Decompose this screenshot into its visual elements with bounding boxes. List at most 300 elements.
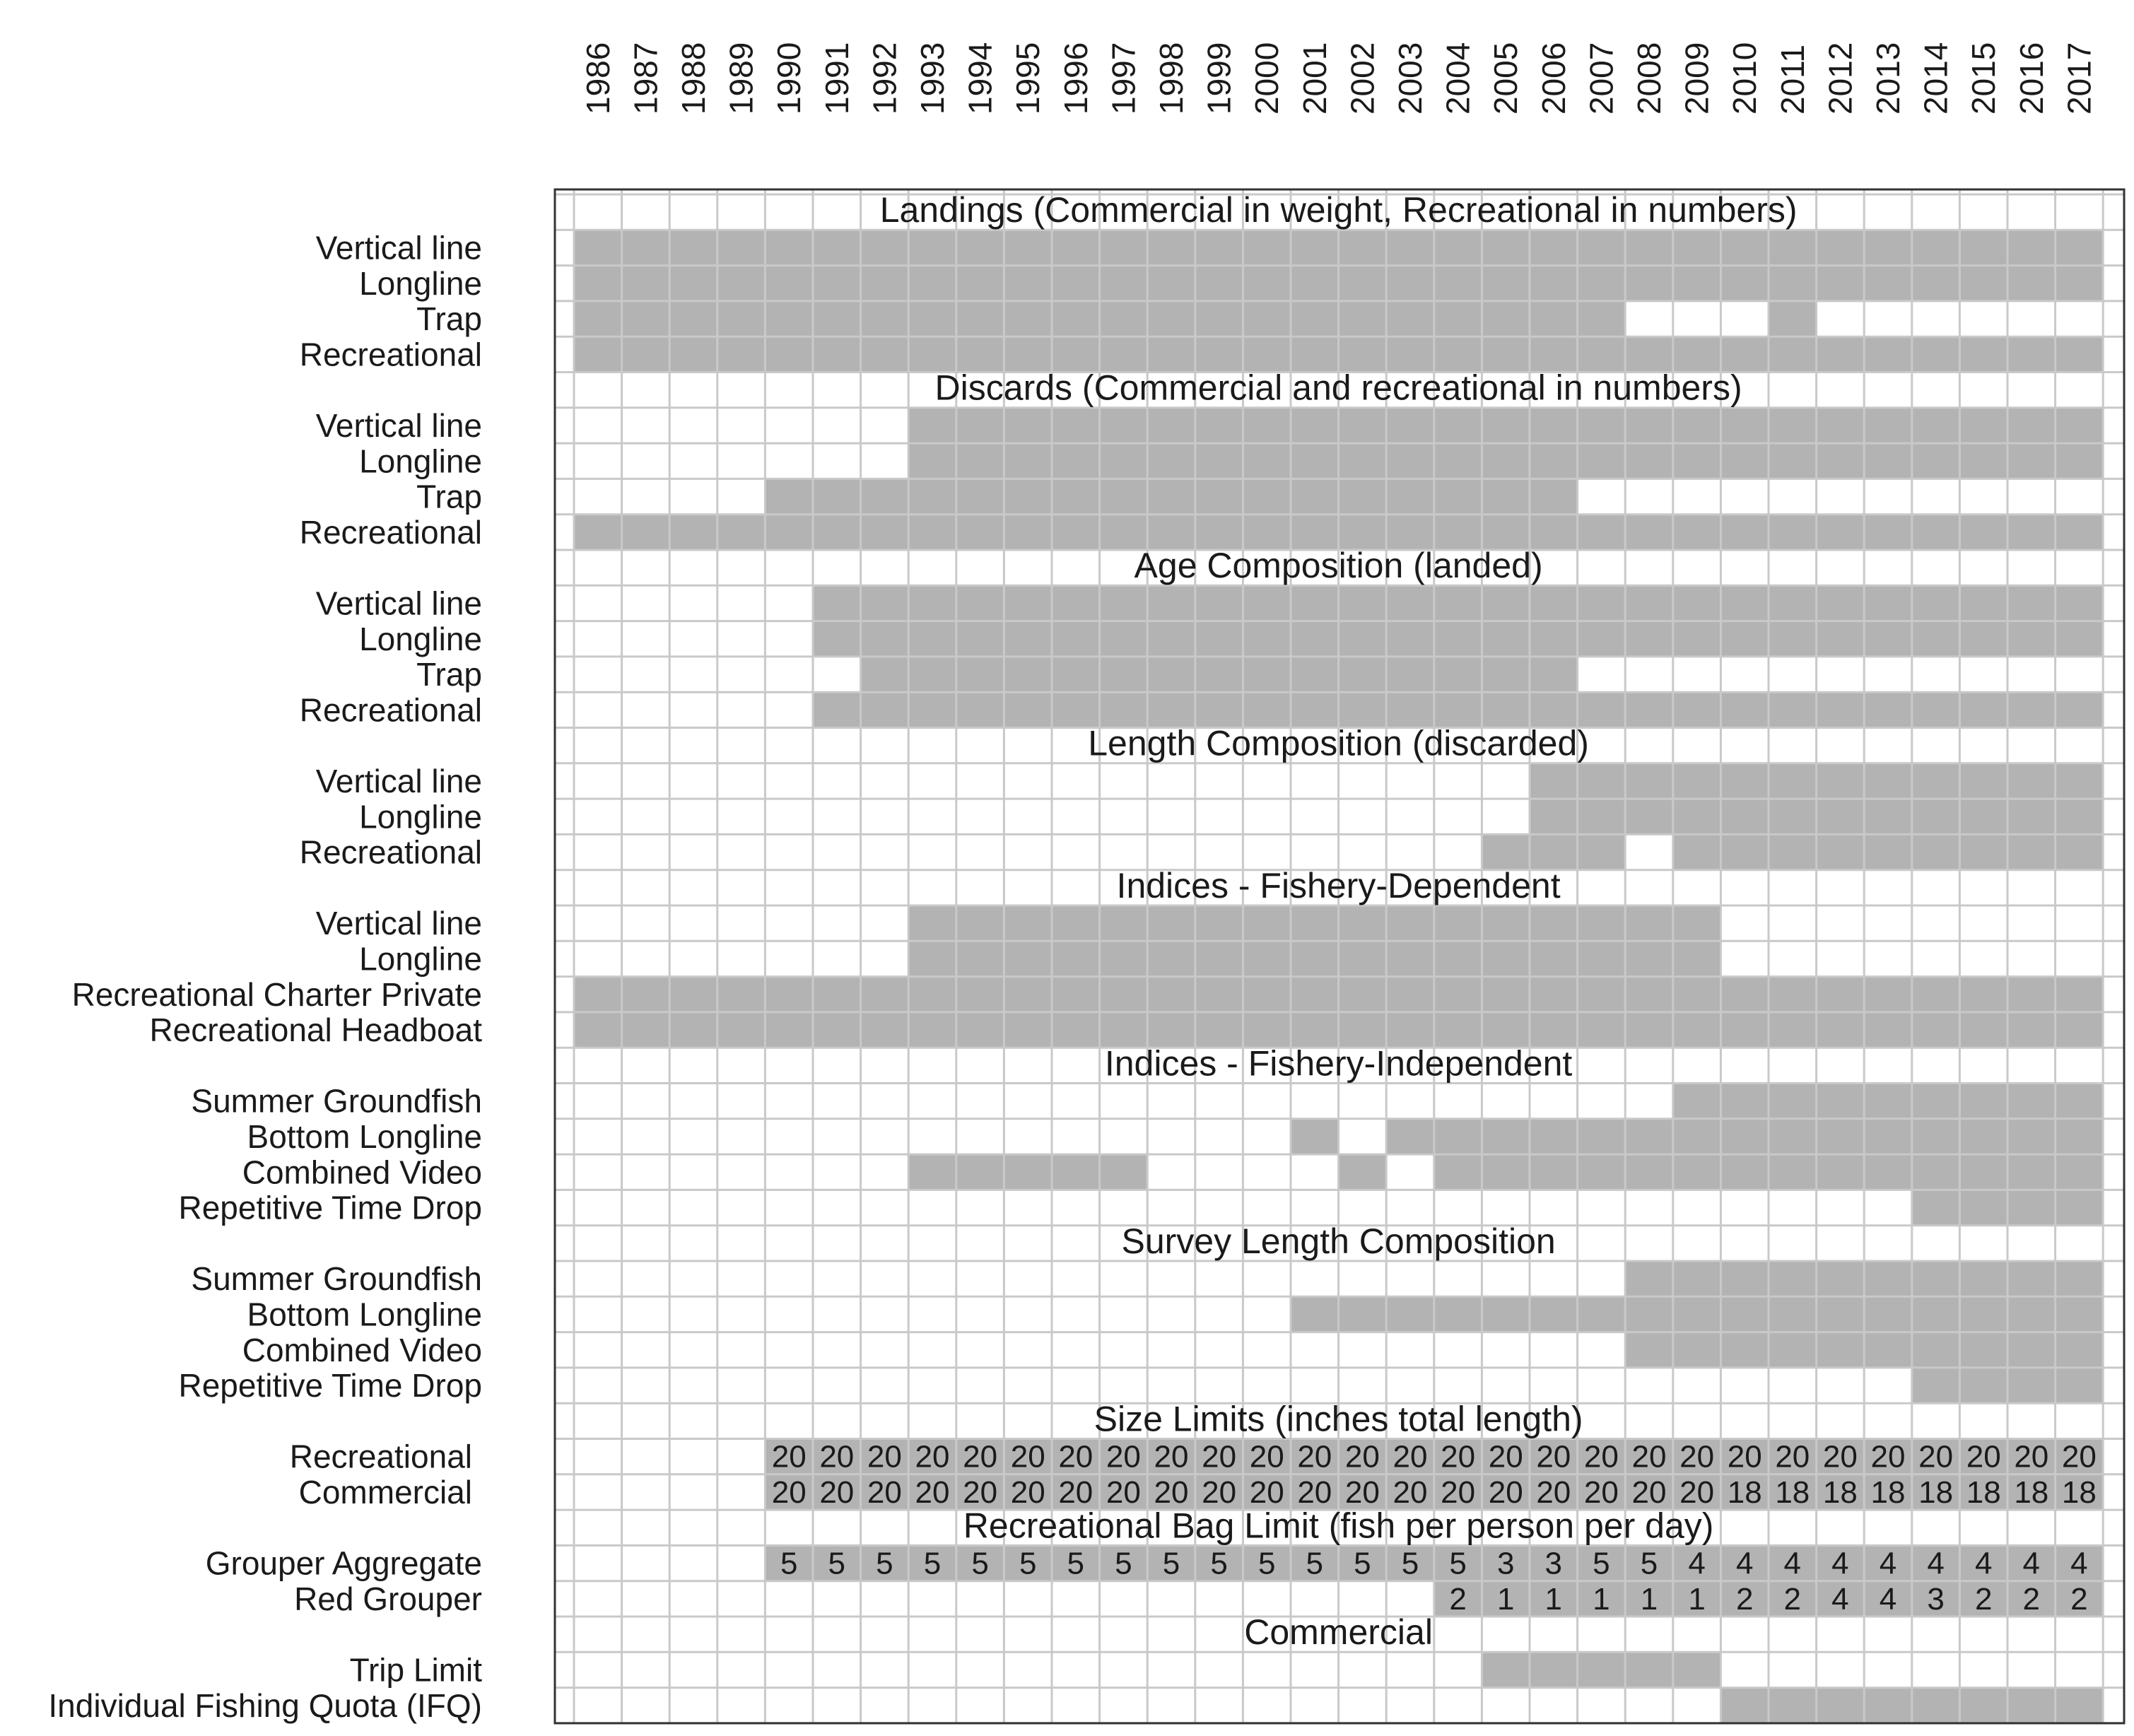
year-label-2002: 2002 xyxy=(1344,42,1381,115)
cell-length-composition-disca-recreational-2012 xyxy=(1817,834,1865,869)
cell-indices-fishery-independ-combined-video-1997 xyxy=(1100,1154,1148,1190)
cell-landings-commercial-in-w-vertical-line-2015 xyxy=(1959,230,2007,265)
cell-indices-fishery-independ-summer-groundfish-2010 xyxy=(1720,1084,1769,1119)
cell-indices-fishery-dependen-recreational-headboat-1990 xyxy=(765,1012,813,1048)
value-recreational-bag-limit-f-red-grouper-2013: 4 xyxy=(1879,1581,1897,1617)
cell-discards-commercial-and--longline-2016 xyxy=(2007,443,2056,479)
cell-landings-commercial-in-w-vertical-line-1998 xyxy=(1147,230,1195,265)
year-label-1993: 1993 xyxy=(914,42,951,115)
value-recreational-bag-limit-f-red-grouper-2006: 1 xyxy=(1544,1581,1563,1617)
cell-landings-commercial-in-w-recreational-2013 xyxy=(1864,336,1912,372)
cell-survey-length-compositio-bottom-longline-2012 xyxy=(1817,1296,1865,1332)
cell-age-composition-landed-recreational-2014 xyxy=(1912,692,1960,727)
cell-landings-commercial-in-w-longline-1997 xyxy=(1100,266,1148,301)
cell-landings-commercial-in-w-recreational-1990 xyxy=(765,336,813,372)
value-size-limits-inches-total-commercial-2011: 18 xyxy=(1775,1474,1810,1510)
value-size-limits-inches-total-commercial-2013: 18 xyxy=(1870,1474,1906,1510)
cell-survey-length-compositio-bottom-longline-2014 xyxy=(1912,1296,1960,1332)
value-recreational-bag-limit-f-grouper-aggregate-2013: 4 xyxy=(1879,1546,1897,1581)
cell-survey-length-compositio-bottom-longline-2003 xyxy=(1386,1296,1434,1332)
cell-discards-commercial-and--trap-1991 xyxy=(813,479,861,514)
cell-indices-fishery-dependen-recreational-charter-private-1990 xyxy=(765,977,813,1012)
value-size-limits-inches-total-commercial-2017: 18 xyxy=(2061,1474,2097,1510)
cell-landings-commercial-in-w-recreational-2012 xyxy=(1817,336,1865,372)
cell-indices-fishery-dependen-vertical-line-2007 xyxy=(1578,905,1626,941)
cell-age-composition-landed-trap-1997 xyxy=(1100,657,1148,692)
cell-indices-fishery-dependen-recreational-headboat-2001 xyxy=(1291,1012,1339,1048)
cell-age-composition-landed-vertical-line-2000 xyxy=(1243,585,1291,621)
row-label-age-composition-landed-trap: Trap xyxy=(416,656,482,693)
cell-landings-commercial-in-w-longline-2002 xyxy=(1339,266,1387,301)
row-label-size-limits-inches-total-commercial: Commercial xyxy=(298,1473,472,1511)
cell-length-composition-disca-recreational-2017 xyxy=(2056,834,2104,869)
value-size-limits-inches-total-commercial-2006: 20 xyxy=(1536,1474,1571,1510)
cell-survey-length-compositio-combined-video-2013 xyxy=(1864,1332,1912,1368)
cell-indices-fishery-dependen-recreational-charter-private-2005 xyxy=(1482,977,1530,1012)
cell-landings-commercial-in-w-recreational-1991 xyxy=(813,336,861,372)
value-recreational-bag-limit-f-grouper-aggregate-2008: 5 xyxy=(1640,1546,1658,1581)
cell-indices-fishery-independ-combined-video-1993 xyxy=(908,1154,956,1190)
cell-age-composition-landed-trap-2000 xyxy=(1243,657,1291,692)
cell-indices-fishery-dependen-recreational-headboat-1986 xyxy=(574,1012,622,1048)
cell-discards-commercial-and--recreational-1986 xyxy=(574,515,622,550)
cell-discards-commercial-and--longline-2011 xyxy=(1769,443,1817,479)
cell-survey-length-compositio-repetitive-time-drop-2015 xyxy=(1959,1368,2007,1403)
cell-indices-fishery-dependen-recreational-charter-private-1993 xyxy=(908,977,956,1012)
cell-discards-commercial-and--trap-2005 xyxy=(1482,479,1530,514)
cell-discards-commercial-and--trap-2002 xyxy=(1339,479,1387,514)
cell-discards-commercial-and--longline-2006 xyxy=(1530,443,1578,479)
cell-discards-commercial-and--vertical-line-1998 xyxy=(1147,408,1195,443)
cell-landings-commercial-in-w-longline-1998 xyxy=(1147,266,1195,301)
cell-age-composition-landed-trap-2004 xyxy=(1434,657,1482,692)
cell-discards-commercial-and--longline-2013 xyxy=(1864,443,1912,479)
cell-age-composition-landed-vertical-line-2011 xyxy=(1769,585,1817,621)
section-title-age-composition-landed: Age Composition (landed) xyxy=(1134,546,1543,586)
cell-landings-commercial-in-w-vertical-line-1990 xyxy=(765,230,813,265)
section-title-survey-length-composition: Survey Length Composition xyxy=(1121,1221,1556,1261)
cell-age-composition-landed-trap-1993 xyxy=(908,657,956,692)
value-size-limits-inches-total-recreational-1997: 20 xyxy=(1106,1439,1141,1474)
cell-indices-fishery-independ-repetitive-time-drop-2015 xyxy=(1959,1190,2007,1225)
cell-age-composition-landed-recreational-2011 xyxy=(1769,692,1817,727)
cell-discards-commercial-and--vertical-line-2007 xyxy=(1578,408,1626,443)
cell-discards-commercial-and--recreational-2001 xyxy=(1291,515,1339,550)
cell-indices-fishery-dependen-longline-2005 xyxy=(1482,941,1530,976)
cell-indices-fishery-independ-bottom-longline-2001 xyxy=(1291,1119,1339,1154)
value-size-limits-inches-total-recreational-2007: 20 xyxy=(1583,1439,1619,1474)
cell-indices-fishery-dependen-longline-1998 xyxy=(1147,941,1195,976)
cell-indices-fishery-dependen-recreational-charter-private-2008 xyxy=(1625,977,1673,1012)
cell-discards-commercial-and--recreational-2003 xyxy=(1386,515,1434,550)
cell-survey-length-compositio-bottom-longline-2017 xyxy=(2056,1296,2104,1332)
cell-landings-commercial-in-w-vertical-line-1992 xyxy=(861,230,909,265)
value-size-limits-inches-total-recreational-1992: 20 xyxy=(867,1439,902,1474)
cell-indices-fishery-independ-combined-video-2009 xyxy=(1673,1154,1721,1190)
cell-landings-commercial-in-w-trap-1990 xyxy=(765,301,813,336)
cell-survey-length-compositio-bottom-longline-2001 xyxy=(1291,1296,1339,1332)
cell-indices-fishery-independ-bottom-longline-2013 xyxy=(1864,1119,1912,1154)
row-label-discards-commercial-and--longline: Longline xyxy=(359,442,482,480)
cell-landings-commercial-in-w-vertical-line-1991 xyxy=(813,230,861,265)
cell-landings-commercial-in-w-longline-1987 xyxy=(622,266,670,301)
cell-age-composition-landed-vertical-line-1994 xyxy=(956,585,1004,621)
cell-survey-length-compositio-summer-groundfish-2009 xyxy=(1673,1261,1721,1296)
cell-age-composition-landed-recreational-2010 xyxy=(1720,692,1769,727)
year-label-1988: 1988 xyxy=(675,42,712,115)
cell-discards-commercial-and--recreational-1991 xyxy=(813,515,861,550)
cell-landings-commercial-in-w-recreational-1998 xyxy=(1147,336,1195,372)
cell-age-composition-landed-longline-2016 xyxy=(2007,621,2056,657)
value-size-limits-inches-total-recreational-1995: 20 xyxy=(1010,1439,1045,1474)
year-label-1987: 1987 xyxy=(627,42,664,115)
year-label-2009: 2009 xyxy=(1678,42,1716,115)
cell-landings-commercial-in-w-recreational-2008 xyxy=(1625,336,1673,372)
cell-age-composition-landed-vertical-line-2009 xyxy=(1673,585,1721,621)
cell-landings-commercial-in-w-trap-1995 xyxy=(1004,301,1052,336)
cell-landings-commercial-in-w-longline-2017 xyxy=(2056,266,2104,301)
cell-discards-commercial-and--longline-2012 xyxy=(1817,443,1865,479)
cell-indices-fishery-dependen-recreational-headboat-1992 xyxy=(861,1012,909,1048)
cell-discards-commercial-and--longline-2017 xyxy=(2056,443,2104,479)
year-label-2011: 2011 xyxy=(1774,45,1811,115)
cell-commercial-trip-limit-2008 xyxy=(1625,1652,1673,1687)
value-recreational-bag-limit-f-grouper-aggregate-2006: 3 xyxy=(1544,1546,1563,1581)
cell-discards-commercial-and--longline-2001 xyxy=(1291,443,1339,479)
cell-landings-commercial-in-w-longline-2010 xyxy=(1720,266,1769,301)
cell-indices-fishery-dependen-recreational-headboat-2017 xyxy=(2056,1012,2104,1048)
cell-age-composition-landed-longline-1994 xyxy=(956,621,1004,657)
year-label-2004: 2004 xyxy=(1439,42,1477,115)
cell-age-composition-landed-longline-2007 xyxy=(1578,621,1626,657)
cell-discards-commercial-and--recreational-2017 xyxy=(2056,515,2104,550)
row-label-indices-fishery-dependen-recreational-charter-private: Recreational Charter Private xyxy=(71,975,482,1013)
value-size-limits-inches-total-commercial-2016: 18 xyxy=(2014,1474,2049,1510)
value-size-limits-inches-total-commercial-1992: 20 xyxy=(867,1474,902,1510)
cell-discards-commercial-and--trap-1995 xyxy=(1004,479,1052,514)
cell-discards-commercial-and--vertical-line-2015 xyxy=(1959,408,2007,443)
value-size-limits-inches-total-recreational-2006: 20 xyxy=(1536,1439,1571,1474)
cell-age-composition-landed-vertical-line-2007 xyxy=(1578,585,1626,621)
value-recreational-bag-limit-f-grouper-aggregate-2015: 4 xyxy=(1974,1546,1993,1581)
cell-indices-fishery-dependen-recreational-headboat-2007 xyxy=(1578,1012,1626,1048)
cell-landings-commercial-in-w-vertical-line-1996 xyxy=(1052,230,1100,265)
cell-age-composition-landed-recreational-2015 xyxy=(1959,692,2007,727)
cell-landings-commercial-in-w-longline-2014 xyxy=(1912,266,1960,301)
cell-indices-fishery-independ-summer-groundfish-2012 xyxy=(1817,1084,1865,1119)
cell-landings-commercial-in-w-recreational-2002 xyxy=(1339,336,1387,372)
cell-age-composition-landed-longline-2003 xyxy=(1386,621,1434,657)
cell-age-composition-landed-recreational-2016 xyxy=(2007,692,2056,727)
cell-age-composition-landed-vertical-line-2012 xyxy=(1817,585,1865,621)
row-label-landings-commercial-in-w-longline: Longline xyxy=(359,264,482,302)
cell-age-composition-landed-longline-2009 xyxy=(1673,621,1721,657)
cell-indices-fishery-independ-repetitive-time-drop-2016 xyxy=(2007,1190,2056,1225)
value-size-limits-inches-total-recreational-1999: 20 xyxy=(1202,1439,1237,1474)
cell-survey-length-compositio-combined-video-2016 xyxy=(2007,1332,2056,1368)
section-title-landings-commercial-in-weight-: Landings (Commercial in weight, Recreational in numbers) xyxy=(879,190,1798,230)
cell-indices-fishery-dependen-recreational-headboat-2015 xyxy=(1959,1012,2007,1048)
cell-indices-fishery-independ-combined-video-2012 xyxy=(1817,1154,1865,1190)
cell-commercial-individual-fishing-quota-ifq-2010 xyxy=(1720,1688,1769,1723)
value-size-limits-inches-total-recreational-2015: 20 xyxy=(1966,1439,2001,1474)
value-size-limits-inches-total-recreational-1993: 20 xyxy=(915,1439,950,1474)
cell-indices-fishery-dependen-recreational-headboat-2016 xyxy=(2007,1012,2056,1048)
cell-survey-length-compositio-bottom-longline-2004 xyxy=(1434,1296,1482,1332)
cell-survey-length-compositio-combined-video-2010 xyxy=(1720,1332,1769,1368)
value-size-limits-inches-total-recreational-2017: 20 xyxy=(2061,1439,2097,1474)
cell-landings-commercial-in-w-vertical-line-2006 xyxy=(1530,230,1578,265)
cell-indices-fishery-dependen-recreational-charter-private-2013 xyxy=(1864,977,1912,1012)
cell-length-composition-disca-recreational-2009 xyxy=(1673,834,1721,869)
value-size-limits-inches-total-commercial-2004: 20 xyxy=(1441,1474,1476,1510)
value-recreational-bag-limit-f-red-grouper-2009: 1 xyxy=(1688,1581,1706,1617)
cell-discards-commercial-and--trap-1994 xyxy=(956,479,1004,514)
cell-discards-commercial-and--vertical-line-2006 xyxy=(1530,408,1578,443)
value-size-limits-inches-total-recreational-2013: 20 xyxy=(1870,1439,1906,1474)
cell-indices-fishery-dependen-longline-2003 xyxy=(1386,941,1434,976)
value-size-limits-inches-total-commercial-2001: 20 xyxy=(1297,1474,1332,1510)
cell-discards-commercial-and--longline-2002 xyxy=(1339,443,1387,479)
cell-discards-commercial-and--longline-2005 xyxy=(1482,443,1530,479)
cell-landings-commercial-in-w-longline-1988 xyxy=(669,266,717,301)
cell-age-composition-landed-longline-1998 xyxy=(1147,621,1195,657)
cell-age-composition-landed-vertical-line-1998 xyxy=(1147,585,1195,621)
cell-indices-fishery-dependen-longline-2007 xyxy=(1578,941,1626,976)
cell-length-composition-disca-recreational-2006 xyxy=(1530,834,1578,869)
cell-commercial-individual-fishing-quota-ifq-2011 xyxy=(1769,1688,1817,1723)
cell-landings-commercial-in-w-vertical-line-1995 xyxy=(1004,230,1052,265)
cell-landings-commercial-in-w-vertical-line-2002 xyxy=(1339,230,1387,265)
cell-discards-commercial-and--recreational-1998 xyxy=(1147,515,1195,550)
cell-age-composition-landed-longline-1996 xyxy=(1052,621,1100,657)
row-label-commercial-trip-limit: Trip Limit xyxy=(349,1651,482,1689)
cell-age-composition-landed-recreational-2005 xyxy=(1482,692,1530,727)
cell-discards-commercial-and--vertical-line-2009 xyxy=(1673,408,1721,443)
cell-survey-length-compositio-bottom-longline-2008 xyxy=(1625,1296,1673,1332)
cell-landings-commercial-in-w-recreational-1994 xyxy=(956,336,1004,372)
cell-age-composition-landed-longline-2012 xyxy=(1817,621,1865,657)
cell-landings-commercial-in-w-trap-2003 xyxy=(1386,301,1434,336)
cell-indices-fishery-independ-bottom-longline-2008 xyxy=(1625,1119,1673,1154)
cell-discards-commercial-and--longline-1993 xyxy=(908,443,956,479)
cell-landings-commercial-in-w-vertical-line-2004 xyxy=(1434,230,1482,265)
cell-landings-commercial-in-w-recreational-2004 xyxy=(1434,336,1482,372)
cell-survey-length-compositio-bottom-longline-2011 xyxy=(1769,1296,1817,1332)
cell-discards-commercial-and--trap-1990 xyxy=(765,479,813,514)
cell-survey-length-compositio-bottom-longline-2006 xyxy=(1530,1296,1578,1332)
cell-survey-length-compositio-summer-groundfish-2014 xyxy=(1912,1261,1960,1296)
cell-discards-commercial-and--vertical-line-2010 xyxy=(1720,408,1769,443)
cell-survey-length-compositio-combined-video-2012 xyxy=(1817,1332,1865,1368)
cell-landings-commercial-in-w-longline-2007 xyxy=(1578,266,1626,301)
cell-age-composition-landed-recreational-1994 xyxy=(956,692,1004,727)
cell-age-composition-landed-recreational-2004 xyxy=(1434,692,1482,727)
cell-commercial-trip-limit-2009 xyxy=(1673,1652,1721,1687)
cell-discards-commercial-and--trap-2000 xyxy=(1243,479,1291,514)
cell-landings-commercial-in-w-trap-1988 xyxy=(669,301,717,336)
cell-landings-commercial-in-w-recreational-2003 xyxy=(1386,336,1434,372)
value-size-limits-inches-total-recreational-2016: 20 xyxy=(2014,1439,2049,1474)
cell-landings-commercial-in-w-vertical-line-1989 xyxy=(717,230,766,265)
cell-discards-commercial-and--longline-2007 xyxy=(1578,443,1626,479)
cell-discards-commercial-and--recreational-2004 xyxy=(1434,515,1482,550)
cell-age-composition-landed-trap-1994 xyxy=(956,657,1004,692)
value-size-limits-inches-total-recreational-2010: 20 xyxy=(1727,1439,1762,1474)
cell-discards-commercial-and--recreational-2000 xyxy=(1243,515,1291,550)
cell-length-composition-disca-vertical-line-2014 xyxy=(1912,763,1960,799)
value-recreational-bag-limit-f-grouper-aggregate-2011: 4 xyxy=(1783,1546,1802,1581)
value-size-limits-inches-total-commercial-2014: 18 xyxy=(1918,1474,1954,1510)
cell-indices-fishery-dependen-recreational-headboat-2004 xyxy=(1434,1012,1482,1048)
cell-landings-commercial-in-w-trap-1993 xyxy=(908,301,956,336)
cell-age-composition-landed-vertical-line-1992 xyxy=(861,585,909,621)
cell-indices-fishery-dependen-vertical-line-2000 xyxy=(1243,905,1291,941)
cell-discards-commercial-and--vertical-line-2001 xyxy=(1291,408,1339,443)
cell-landings-commercial-in-w-recreational-2010 xyxy=(1720,336,1769,372)
cell-indices-fishery-independ-summer-groundfish-2015 xyxy=(1959,1084,2007,1119)
cell-length-composition-disca-vertical-line-2015 xyxy=(1959,763,2007,799)
value-recreational-bag-limit-f-red-grouper-2012: 4 xyxy=(1831,1581,1849,1617)
cell-length-composition-disca-longline-2010 xyxy=(1720,799,1769,834)
year-label-1998: 1998 xyxy=(1153,42,1190,115)
cell-age-composition-landed-vertical-line-2004 xyxy=(1434,585,1482,621)
cell-indices-fishery-dependen-recreational-headboat-1993 xyxy=(908,1012,956,1048)
cell-discards-commercial-and--trap-1998 xyxy=(1147,479,1195,514)
cell-landings-commercial-in-w-recreational-2006 xyxy=(1530,336,1578,372)
value-size-limits-inches-total-commercial-2000: 20 xyxy=(1249,1474,1284,1510)
cell-indices-fishery-dependen-recreational-charter-private-2012 xyxy=(1817,977,1865,1012)
row-label-indices-fishery-independ-summer-groundfish: Summer Groundfish xyxy=(191,1082,482,1120)
cell-length-composition-disca-longline-2007 xyxy=(1578,799,1626,834)
cell-indices-fishery-independ-repetitive-time-drop-2014 xyxy=(1912,1190,1960,1225)
row-label-discards-commercial-and--vertical-line: Vertical line xyxy=(315,406,482,444)
cell-discards-commercial-and--vertical-line-1997 xyxy=(1100,408,1148,443)
cell-indices-fishery-dependen-recreational-charter-private-2002 xyxy=(1339,977,1387,1012)
year-label-1996: 1996 xyxy=(1057,42,1094,115)
cell-length-composition-disca-vertical-line-2010 xyxy=(1720,763,1769,799)
value-size-limits-inches-total-recreational-2004: 20 xyxy=(1441,1439,1476,1474)
cell-indices-fishery-dependen-vertical-line-2008 xyxy=(1625,905,1673,941)
cell-indices-fishery-dependen-recreational-charter-private-2010 xyxy=(1720,977,1769,1012)
cell-landings-commercial-in-w-vertical-line-1988 xyxy=(669,230,717,265)
cell-discards-commercial-and--trap-2006 xyxy=(1530,479,1578,514)
cell-age-composition-landed-longline-1993 xyxy=(908,621,956,657)
value-size-limits-inches-total-recreational-2011: 20 xyxy=(1775,1439,1810,1474)
cell-discards-commercial-and--longline-2010 xyxy=(1720,443,1769,479)
cell-indices-fishery-dependen-recreational-charter-private-2016 xyxy=(2007,977,2056,1012)
cell-discards-commercial-and--vertical-line-1999 xyxy=(1195,408,1243,443)
cell-age-composition-landed-trap-2001 xyxy=(1291,657,1339,692)
cell-indices-fishery-dependen-recreational-charter-private-2014 xyxy=(1912,977,1960,1012)
cell-discards-commercial-and--longline-2015 xyxy=(1959,443,2007,479)
cell-landings-commercial-in-w-longline-1994 xyxy=(956,266,1004,301)
cell-indices-fishery-dependen-vertical-line-1994 xyxy=(956,905,1004,941)
value-size-limits-inches-total-commercial-1997: 20 xyxy=(1106,1474,1141,1510)
section-title-indices-fishery-dependent: Indices - Fishery-Dependent xyxy=(1116,865,1561,905)
year-label-2010: 2010 xyxy=(1726,42,1764,115)
row-label-indices-fishery-dependen-longline: Longline xyxy=(359,940,482,978)
cell-indices-fishery-dependen-vertical-line-1997 xyxy=(1100,905,1148,941)
value-size-limits-inches-total-recreational-2012: 20 xyxy=(1822,1439,1858,1474)
row-label-indices-fishery-dependen-vertical-line: Vertical line xyxy=(315,905,482,942)
cell-landings-commercial-in-w-recreational-2011 xyxy=(1769,336,1817,372)
cell-age-composition-landed-longline-1992 xyxy=(861,621,909,657)
cell-landings-commercial-in-w-vertical-line-2005 xyxy=(1482,230,1530,265)
value-recreational-bag-limit-f-red-grouper-2007: 1 xyxy=(1593,1581,1610,1617)
cell-indices-fishery-dependen-recreational-headboat-2014 xyxy=(1912,1012,1960,1048)
cell-survey-length-compositio-bottom-longline-2009 xyxy=(1673,1296,1721,1332)
cell-landings-commercial-in-w-longline-2000 xyxy=(1243,266,1291,301)
cell-indices-fishery-dependen-vertical-line-2004 xyxy=(1434,905,1482,941)
cell-indices-fishery-dependen-recreational-charter-private-1997 xyxy=(1100,977,1148,1012)
value-size-limits-inches-total-recreational-2000: 20 xyxy=(1249,1439,1284,1474)
cell-indices-fishery-independ-summer-groundfish-2011 xyxy=(1769,1084,1817,1119)
cell-discards-commercial-and--recreational-2009 xyxy=(1673,515,1721,550)
row-label-age-composition-landed-vertical-line: Vertical line xyxy=(315,585,482,622)
cell-discards-commercial-and--vertical-line-2004 xyxy=(1434,408,1482,443)
year-label-2015: 2015 xyxy=(1965,42,2003,115)
year-label-2006: 2006 xyxy=(1535,42,1572,115)
cell-discards-commercial-and--recreational-2013 xyxy=(1864,515,1912,550)
cell-indices-fishery-dependen-recreational-charter-private-2003 xyxy=(1386,977,1434,1012)
value-size-limits-inches-total-commercial-2003: 20 xyxy=(1393,1474,1428,1510)
cell-landings-commercial-in-w-recreational-2000 xyxy=(1243,336,1291,372)
cell-indices-fishery-independ-bottom-longline-2009 xyxy=(1673,1119,1721,1154)
cell-length-composition-disca-longline-2015 xyxy=(1959,799,2007,834)
cell-discards-commercial-and--recreational-1999 xyxy=(1195,515,1243,550)
cell-commercial-individual-fishing-quota-ifq-2012 xyxy=(1817,1688,1865,1723)
value-size-limits-inches-total-recreational-2003: 20 xyxy=(1393,1439,1428,1474)
value-size-limits-inches-total-recreational-2014: 20 xyxy=(1918,1439,1954,1474)
cell-age-composition-landed-recreational-1997 xyxy=(1100,692,1148,727)
row-label-recreational-bag-limit-f-grouper-aggregate: Grouper Aggregate xyxy=(205,1544,482,1582)
value-size-limits-inches-total-commercial-1993: 20 xyxy=(915,1474,950,1510)
cell-indices-fishery-independ-combined-video-2013 xyxy=(1864,1154,1912,1190)
cell-indices-fishery-dependen-recreational-charter-private-2007 xyxy=(1578,977,1626,1012)
cell-commercial-individual-fishing-quota-ifq-2013 xyxy=(1864,1688,1912,1723)
cell-indices-fishery-dependen-recreational-headboat-1987 xyxy=(622,1012,670,1048)
cell-indices-fishery-dependen-longline-2008 xyxy=(1625,941,1673,976)
cell-age-composition-landed-trap-1992 xyxy=(861,657,909,692)
cell-indices-fishery-independ-bottom-longline-2006 xyxy=(1530,1119,1578,1154)
cell-indices-fishery-dependen-recreational-headboat-2011 xyxy=(1769,1012,1817,1048)
cell-discards-commercial-and--recreational-2012 xyxy=(1817,515,1865,550)
cell-indices-fishery-independ-combined-video-2016 xyxy=(2007,1154,2056,1190)
cell-survey-length-compositio-summer-groundfish-2012 xyxy=(1817,1261,1865,1296)
cell-survey-length-compositio-combined-video-2008 xyxy=(1625,1332,1673,1368)
cell-survey-length-compositio-summer-groundfish-2017 xyxy=(2056,1261,2104,1296)
cell-indices-fishery-independ-combined-video-1996 xyxy=(1052,1154,1100,1190)
cell-discards-commercial-and--longline-1995 xyxy=(1004,443,1052,479)
cell-landings-commercial-in-w-recreational-1989 xyxy=(717,336,766,372)
section-title-commercial: Commercial xyxy=(1244,1612,1433,1653)
cell-indices-fishery-dependen-recreational-headboat-1991 xyxy=(813,1012,861,1048)
cell-indices-fishery-independ-bottom-longline-2003 xyxy=(1386,1119,1434,1154)
value-recreational-bag-limit-f-red-grouper-2004: 2 xyxy=(1449,1581,1467,1617)
cell-age-composition-landed-longline-2014 xyxy=(1912,621,1960,657)
value-size-limits-inches-total-recreational-1990: 20 xyxy=(771,1439,807,1474)
cell-discards-commercial-and--vertical-line-2016 xyxy=(2007,408,2056,443)
cell-age-composition-landed-vertical-line-2016 xyxy=(2007,585,2056,621)
value-size-limits-inches-total-commercial-1995: 20 xyxy=(1010,1474,1045,1510)
cell-landings-commercial-in-w-recreational-1997 xyxy=(1100,336,1148,372)
value-size-limits-inches-total-commercial-2005: 20 xyxy=(1488,1474,1523,1510)
year-label-2007: 2007 xyxy=(1583,42,1620,115)
cell-indices-fishery-dependen-recreational-charter-private-1996 xyxy=(1052,977,1100,1012)
cell-landings-commercial-in-w-recreational-2001 xyxy=(1291,336,1339,372)
cell-indices-fishery-independ-combined-video-2007 xyxy=(1578,1154,1626,1190)
